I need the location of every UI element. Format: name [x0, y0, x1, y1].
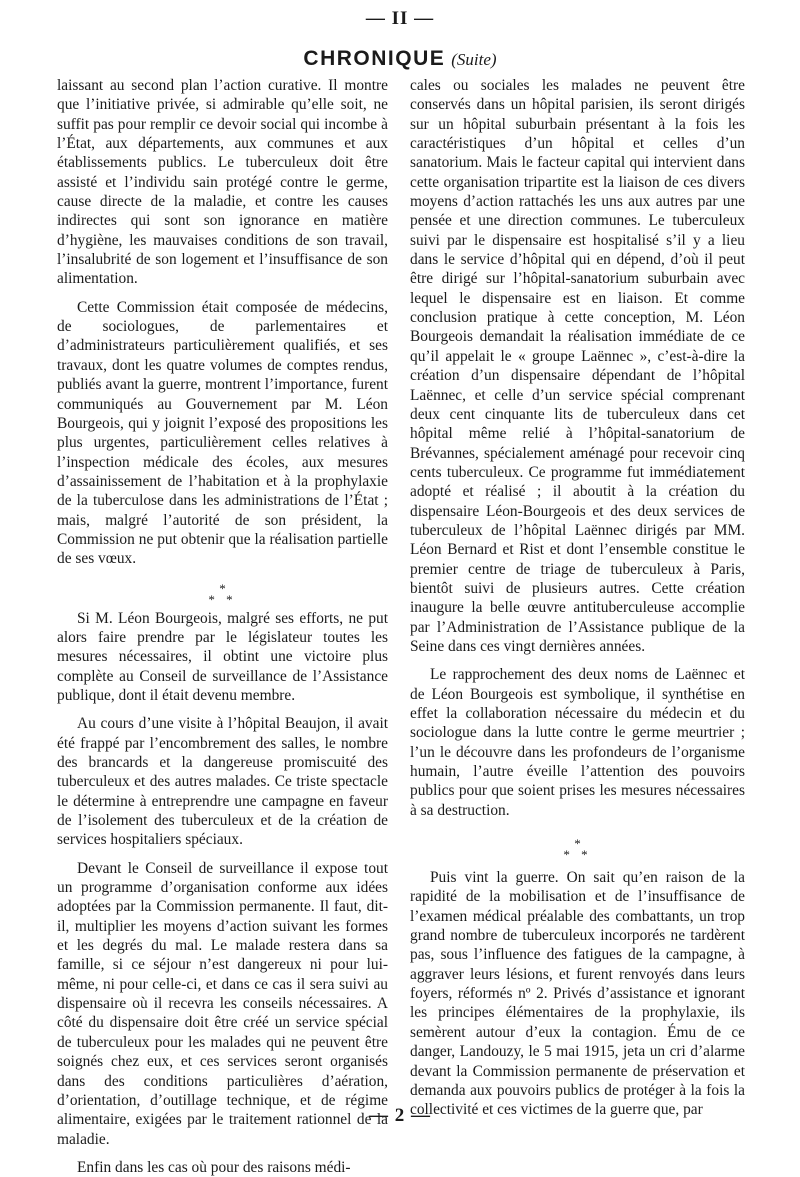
right-column	[410, 76, 745, 1120]
paragraph: Le rapprochement des deux noms de Laënnec et de Léon Bourgeois est symbolique, il synthétise en effet la collaboration nécessaire du médecin et du sociologue dans la lutte contre le germe meurtrier ; l’un le découvre dans les profondeurs de l’organisme humain, l’autre éveille l’attention des pouvoirs publics pour que soient prises les mesures nécessaires à sa destruction.	[410, 666, 745, 819]
asterism-top: *	[574, 836, 581, 852]
asterism-top: *	[219, 580, 226, 596]
paragraph: laissant au second plan l’action curative. Il montre que l’initiative privée, si admirable qu’elle soit, ne suffit pas pour remplir ce devoir social qui incombe à l’État, aux départements, aux communes et aux établissements publics. Le tuberculeux doit être assisté et l’individu sain protégé contre le germe, cause directe de la maladie, et contre les causes indirectes qui sont son ignorance en matière d’hygiène, les mauvaises conditions de son travail, l’insalubrité de son logement et l’insuffisance de son alimentation.	[57, 77, 388, 288]
section-divider-asterism	[410, 820, 745, 868]
section-header	[0, 47, 800, 72]
paragraph: Devant le Conseil de surveillance il expose tout un programme d’organisation conforme aux idées adoptées par la Commission permanente. Il faut, dit-il, multiplier les moyens d’action suivant les formes et les degrés du mal. Le malade restera dans sa famille, si ce séjour n’est dangereux ni pour lui-même, ni pour celle-ci, et dans ce cas il sera suivi au dispensaire où il recevra les conseils nécessaires. A côté du dispensaire doit être créé un service spécial de tuberculeux pour les malades qui ne peuvent être soignés chez eux, et ces services seront organisés dans des conditions particulières d’aération, d’orientation, d’outillage technique, et de régime alimentaire, exigées par le traitement rationnel de la maladie.	[57, 859, 388, 1148]
asterism-bottom: * *	[563, 847, 592, 863]
paragraph: Cette Commission était composée de médecins, de sociologues, de parlementaires et d’administrateurs particulièrement qualifiés, et ses travaux, dont les quatre volumes de comptes rendus, publiés avant la guerre, montrent l’importance, furent communiqués au Gouvernement par M. Léon Bourgeois, qui y joignit l’exposé des propositions les plus urgentes, particulièrement celles relatives à l’inspection médicale des écoles, aux mesures d’assainissement de l’habitation et à la prophylaxie de la tuberculose dans les administrations de l’État ; mais, malgré l’autorité de son président, la Commission ne put obtenir que la réalisation partielle de ses vœux.	[57, 298, 388, 568]
page-number: — 2 —	[369, 1105, 431, 1126]
paragraph: Si M. Léon Bourgeois, malgré ses efforts, ne put alors faire prendre par le législateur toutes les mesures nécessaires, il obtint une victoire plus complète au Conseil de surveillance de l’Assistance publique, dont il était devenu membre.	[57, 609, 388, 704]
roman-page-number: — II —	[365, 8, 435, 29]
paragraph: Au cours d’une visite à l’hôpital Beaujon, il avait été frappé par l’encombrement des salles, le nombre des brancards et la dangereuse promiscuité des tuberculeux et des autres malades. Ce triste spectacle le détermine à entreprendre une campagne en faveur de l’isolement des tuberculeux et de la création de services hospitaliers spéciaux.	[57, 715, 388, 849]
asterism-bottom: * *	[208, 591, 237, 607]
section-title: CHRONIQUE	[303, 47, 446, 70]
paragraph: Enfin dans les cas où pour des raisons médi-	[77, 1158, 351, 1176]
paragraph: cales ou sociales les malades ne peuvent être conservés dans un hôpital parisien, ils seront dirigés sur un hôpital suburbain présentant à la fois les caractéristiques d’un hôpital et celles d’un sanatorium. Mais le facteur capital qui intervient dans cette organisation tripartite est la liaison de ces divers moyens d’action rattachés les uns aux autres par une pensée et une direction communes. Le tuberculeux suivi par le dispensaire est hospitalisé s’il y a lieu dans le service d’hôpital qui en dépend, d’où il peut être dirigé sur l’hôpital-sanatorium suburbain avec lequel le dispensaire est en liaison. Et comme conclusion pratique à cette conception, M. Léon Bourgeois demandait la réalisation immédiate de ce qu’il appelait le « groupe Laënnec », c’est-à-dire la création d’un dispensaire dépendant de l’hôpital Laënnec, et celle d’un service spécial comprenant deux cent cinquante lits de tuberculeux dans cet hôpital même relié à l’hôpital-sanatorium de Brévannes, spécialement aménagé pour recevoir cinq cents tuberculeux. Ce programme fut immédiatement adopté et réalisé ; il aboutit à la création du dispensaire Léon-Bourgeois et des deux services de tuberculeux de l’hôpital Laënnec dirigés par MM. Léon Bernard et Rist et dont l’ensemble constitue le premier centre de triage de tuberculeux à Paris, bientôt suivi de plusieurs autres. Cette création inaugure la belle œuvre antituberculeuse accomplie par l’Administration de l’Assistance publique de la Seine dans ces vingt dernières années.	[410, 77, 745, 655]
paragraph: Puis vint la guerre. On sait qu’en raison de la rapidité de la mobilisation et de l’insuffisance de l’examen médical préalable des combattants, un trop grand nombre de tuberculeux incorporés ne tardèrent pas, sous l’influence des fatigues de la campagne, à aggraver leurs lésions, et furent renvoyés dans leurs foyers, réformés nº 2. Privés d’assistance et ignorant les principes élémentaires de la prophylaxie, ils semèrent autour d’eux la contagion. Ému de ce danger, Landouzy, le 5 mai 1915, jeta un cri d’alarme devant la Commission permanente de préservation et demanda aux pouvoirs publics de protéger à la fois la collectivité et ces victimes de la guerre que, par	[410, 869, 745, 1119]
section-divider-asterism	[57, 569, 388, 609]
section-subtitle: (Suite)	[451, 50, 497, 69]
left-column	[57, 76, 388, 1177]
